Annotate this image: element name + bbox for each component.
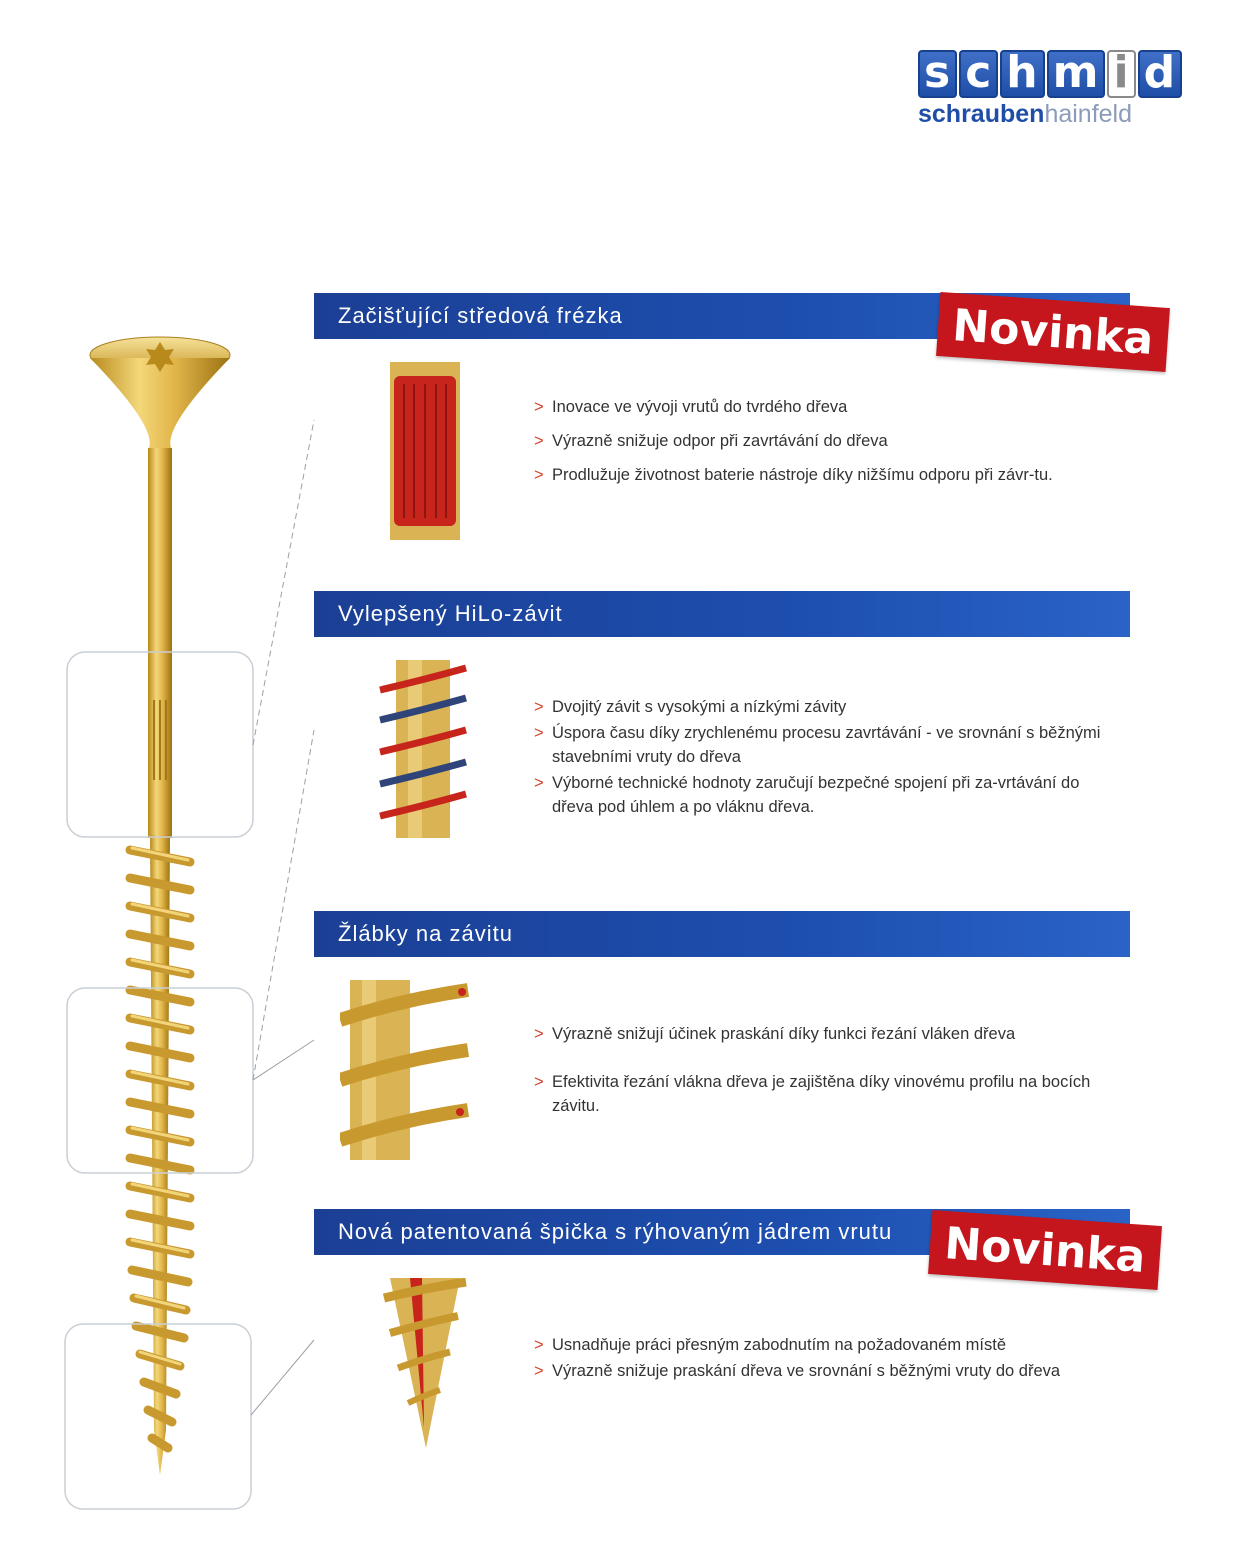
bullet-marker: > <box>534 1362 544 1380</box>
schmid-logo <box>918 47 1178 130</box>
screw-illustration <box>60 280 340 1530</box>
section-1-title: Začišťující středová frézka <box>338 303 623 328</box>
bullet-marker: > <box>534 724 544 742</box>
novinka-badge <box>936 292 1170 372</box>
section-2-title: Vylepšený HiLo-závit <box>338 601 563 626</box>
section-3-banner <box>314 911 1130 957</box>
bullet-item <box>534 429 1114 453</box>
hilo-thread-image <box>378 660 468 838</box>
bullet-text: Inovace ve vývoji vrutů do tvrdého dřeva <box>552 398 848 416</box>
bullet-text: Usnadňuje práci přesným zabodnutím na požadovaném místě <box>552 1336 1006 1354</box>
section-4-title: Nová patentovaná špička s rýhovaným jádrem vrutu <box>338 1219 893 1244</box>
logo-sub-light: hainfeld <box>1044 100 1133 128</box>
logo-letter: m <box>1047 50 1106 98</box>
bullet-marker: > <box>534 774 544 792</box>
logo-letter: d <box>1138 50 1183 98</box>
bullet-text: Dvojitý závit s vysokými a nízkými závity <box>552 698 847 716</box>
bullet-item <box>534 1070 1114 1118</box>
bullet-item <box>534 395 1114 419</box>
bullet-text: Úspora času díky zrychlenému procesu zavrtávání - ve srovnání s běžnými stavebními vruty do dřeva <box>552 724 1101 766</box>
logo-letter-screw: i <box>1107 50 1135 98</box>
logo-letter: h <box>1000 50 1044 98</box>
bullet-marker: > <box>534 432 544 450</box>
bullet-item <box>534 1359 1114 1383</box>
bullet-text: Efektivita řezání vlákna dřeva je zajištěna díky vinovému profilu na bocích závitu. <box>552 1073 1091 1115</box>
bullet-marker: > <box>534 398 544 416</box>
novinka-badge-label: Novinka <box>942 1217 1148 1283</box>
section-1-bullets <box>534 395 1114 497</box>
bullet-text: Výrazně snižuje odpor při zavrtávání do dřeva <box>552 432 888 450</box>
bullet-item <box>534 1333 1114 1357</box>
thread-grooves-image <box>340 980 470 1160</box>
bullet-marker: > <box>534 466 544 484</box>
bullet-item <box>534 1022 1114 1046</box>
bullet-marker: > <box>534 1336 544 1354</box>
bullet-text: Výrazně snižuje praskání dřeva ve srovnání s běžnými vruty do dřeva <box>552 1362 1061 1380</box>
logo-subtitle <box>918 100 1132 129</box>
bullet-text: Prodlužuje životnost baterie nástroje díky nižšímu odporu při závr-tu. <box>552 466 1053 484</box>
logo-letter: s <box>918 50 957 98</box>
novinka-badge-label: Novinka <box>950 299 1156 365</box>
section-3-title: Žlábky na závitu <box>338 921 513 946</box>
drill-tip-image <box>380 1278 470 1450</box>
logo-letter: c <box>959 50 998 98</box>
logo-wordmark <box>918 47 1177 98</box>
bullet-text: Výrazně snižují účinek praskání díky funkci řezání vláken dřeva <box>552 1025 1016 1043</box>
milling-cutter-image <box>390 362 460 540</box>
bullet-item <box>534 721 1114 769</box>
section-4-bullets <box>534 1333 1114 1385</box>
bullet-text: Výborné technické hodnoty zaručují bezpečné spojení při za-vrtávání do dřeva pod úhlem a po vláknu dřeva. <box>552 774 1080 816</box>
bullet-marker: > <box>534 1025 544 1043</box>
bullet-marker: > <box>534 698 544 716</box>
logo-sub-bold: schrauben <box>918 100 1045 128</box>
section-2-banner <box>314 591 1130 637</box>
bullet-item <box>534 695 1114 719</box>
section-2-bullets <box>534 695 1114 821</box>
bullet-item <box>534 771 1114 819</box>
bullet-item <box>534 463 1114 487</box>
section-3-bullets <box>534 1022 1114 1142</box>
bullet-marker: > <box>534 1073 544 1091</box>
